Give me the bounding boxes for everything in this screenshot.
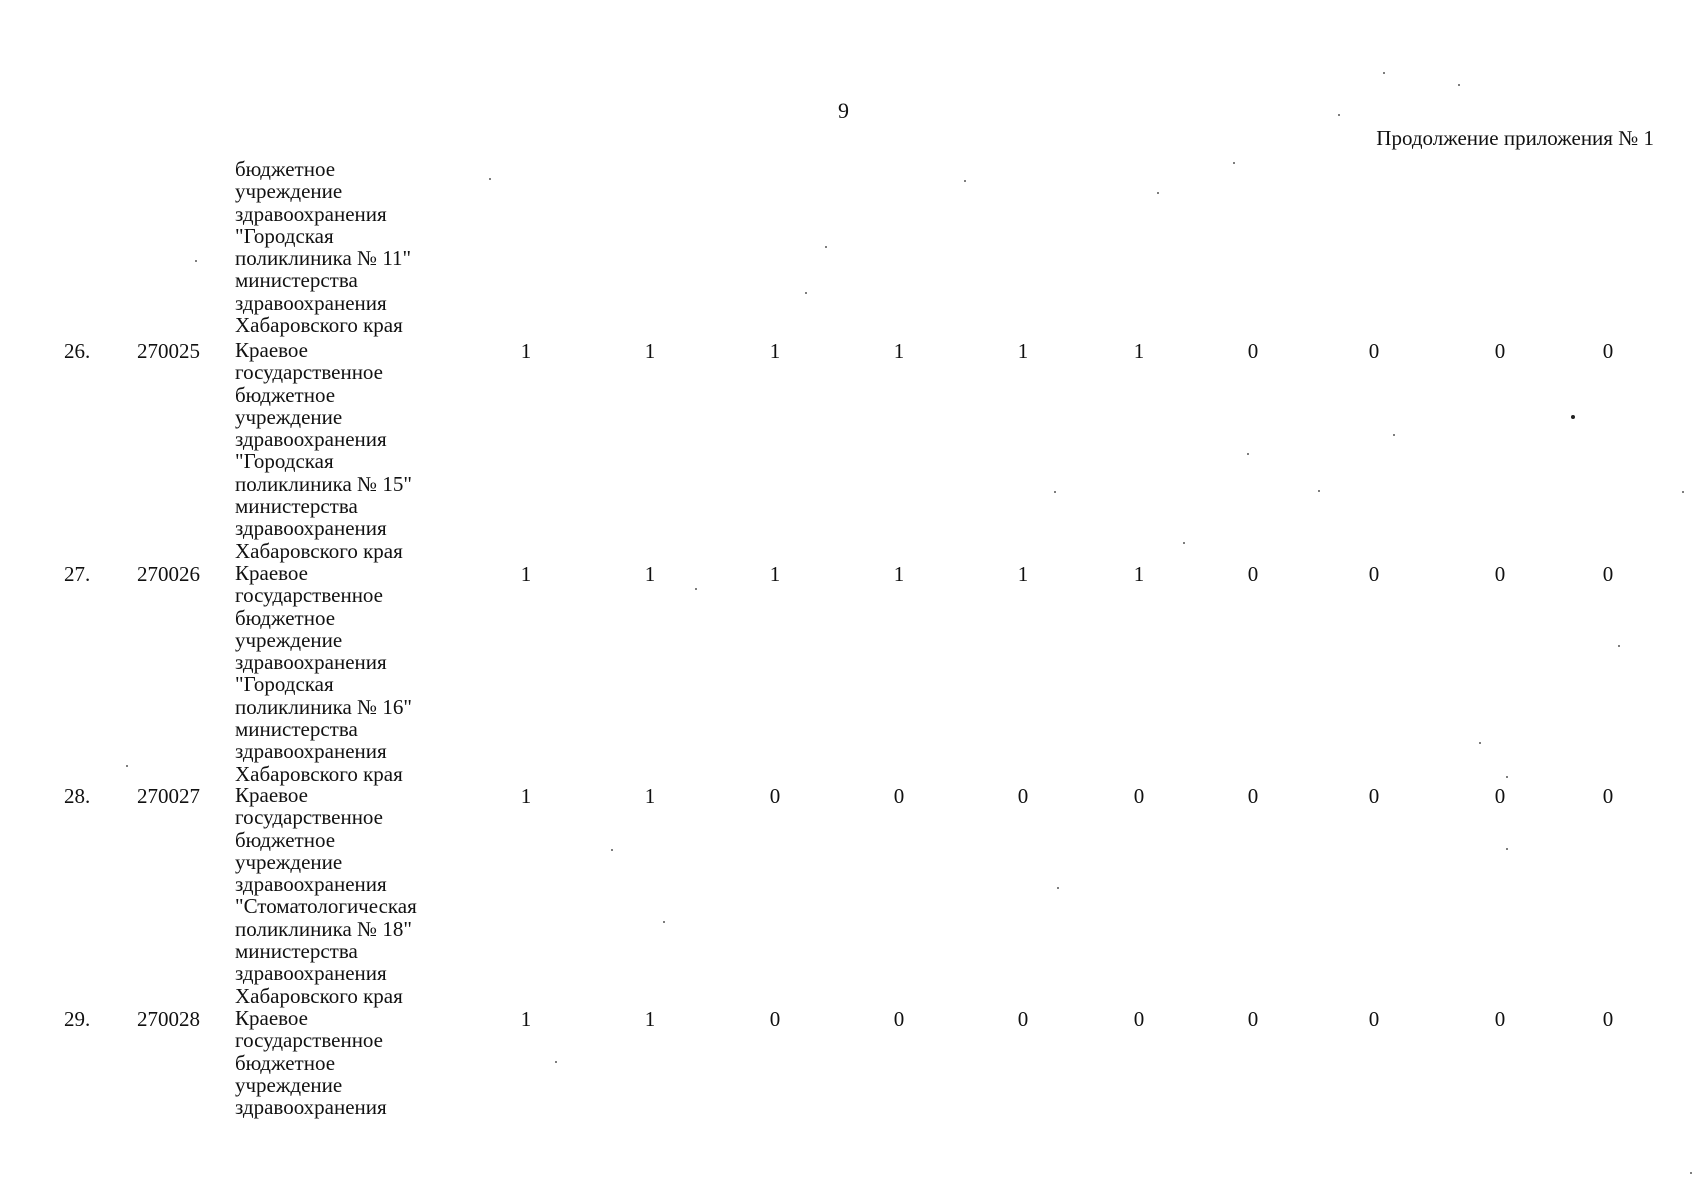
row-value: 0	[1368, 784, 1380, 808]
row-value: 1	[644, 562, 656, 586]
row-value: 0	[769, 1007, 781, 1031]
row-code: 270026	[137, 562, 200, 586]
scan-speck	[1682, 491, 1684, 493]
scan-speck	[1233, 162, 1235, 164]
scan-speck	[1393, 434, 1395, 436]
scan-speck	[964, 180, 966, 182]
row-value: 0	[1017, 784, 1029, 808]
row-value: 1	[644, 339, 656, 363]
row-code: 270028	[137, 1007, 200, 1031]
row-value: 1	[520, 784, 532, 808]
row-institution-name: Краевое государственное бюджетное учреждение здравоохранения	[235, 1006, 387, 1120]
row-number: 27.	[64, 562, 91, 586]
row-value: 0	[1602, 339, 1614, 363]
scan-speck	[195, 260, 197, 262]
scan-speck	[1506, 776, 1508, 778]
scan-speck	[1338, 114, 1340, 116]
row-value: 0	[1602, 1007, 1614, 1031]
row-value: 1	[520, 1007, 532, 1031]
scan-speck	[1506, 848, 1508, 850]
row-number: 29.	[64, 1007, 91, 1031]
row-value: 0	[1368, 562, 1380, 586]
scan-speck	[1571, 415, 1575, 419]
row-value: 0	[1368, 1007, 1380, 1031]
row-value: 0	[1247, 562, 1259, 586]
row-value: 0	[1247, 339, 1259, 363]
row-value: 1	[769, 339, 781, 363]
row-value: 1	[1017, 562, 1029, 586]
row-value: 0	[1247, 1007, 1259, 1031]
row-value: 0	[1133, 1007, 1145, 1031]
row-value: 0	[1368, 339, 1380, 363]
scan-speck	[1479, 742, 1481, 744]
row-value: 1	[644, 1007, 656, 1031]
row-value: 0	[893, 784, 905, 808]
row-value: 0	[1247, 784, 1259, 808]
scan-speck	[695, 588, 697, 590]
row-value: 0	[1494, 562, 1506, 586]
scan-speck	[825, 246, 827, 248]
row-value: 1	[893, 562, 905, 586]
scan-speck	[1383, 72, 1385, 74]
row-value: 0	[893, 1007, 905, 1031]
row-value: 1	[1133, 339, 1145, 363]
row-value: 0	[1133, 784, 1145, 808]
scan-speck	[1318, 490, 1320, 492]
row-value: 0	[1494, 339, 1506, 363]
row-value: 1	[893, 339, 905, 363]
scan-speck	[611, 849, 613, 851]
row-institution-name: Краевое государственное бюджетное учреждение здравоохранения "Городская поликлиника № 16" министерства здравоохранения Хабаровского края	[235, 561, 412, 786]
scan-speck	[489, 178, 491, 180]
row-value: 0	[1494, 784, 1506, 808]
scan-speck	[126, 765, 128, 767]
row-value: 0	[769, 784, 781, 808]
scan-speck	[805, 292, 807, 294]
scan-speck	[1183, 542, 1185, 544]
scan-speck	[1054, 491, 1056, 493]
scan-speck	[1618, 645, 1620, 647]
scan-speck	[1157, 192, 1159, 194]
row-institution-name: Краевое государственное бюджетное учреждение здравоохранения "Городская поликлиника № 15" министерства здравоохранения Хабаровского края	[235, 338, 412, 563]
row-value: 0	[1017, 1007, 1029, 1031]
scan-speck	[555, 1061, 557, 1063]
row-number: 26.	[64, 339, 91, 363]
row-value: 1	[1017, 339, 1029, 363]
row-value: 1	[520, 562, 532, 586]
row-value: 1	[769, 562, 781, 586]
row-code: 270027	[137, 784, 200, 808]
row-value: 0	[1602, 784, 1614, 808]
row-code: 270025	[137, 339, 200, 363]
continuation-header: Продолжение приложения № 1	[1376, 126, 1654, 150]
scan-speck	[1057, 887, 1059, 889]
row-value: 0	[1602, 562, 1614, 586]
row-value: 1	[644, 784, 656, 808]
scan-speck	[1690, 1172, 1692, 1174]
row-value: 1	[520, 339, 532, 363]
scan-speck	[1247, 453, 1249, 455]
row-institution-name: Краевое государственное бюджетное учреждение здравоохранения "Стоматологическая поликлиника № 18" министерства здравоохранения Хабаровского края	[235, 783, 417, 1008]
scan-speck	[663, 921, 665, 923]
continued-row-name: бюджетное учреждение здравоохранения "Городская поликлиника № 11" министерства здравоохранения Хабаровского края	[235, 157, 412, 338]
page-number: 9	[838, 98, 849, 123]
row-number: 28.	[64, 784, 91, 808]
row-value: 1	[1133, 562, 1145, 586]
scan-speck	[1458, 84, 1460, 86]
row-value: 0	[1494, 1007, 1506, 1031]
